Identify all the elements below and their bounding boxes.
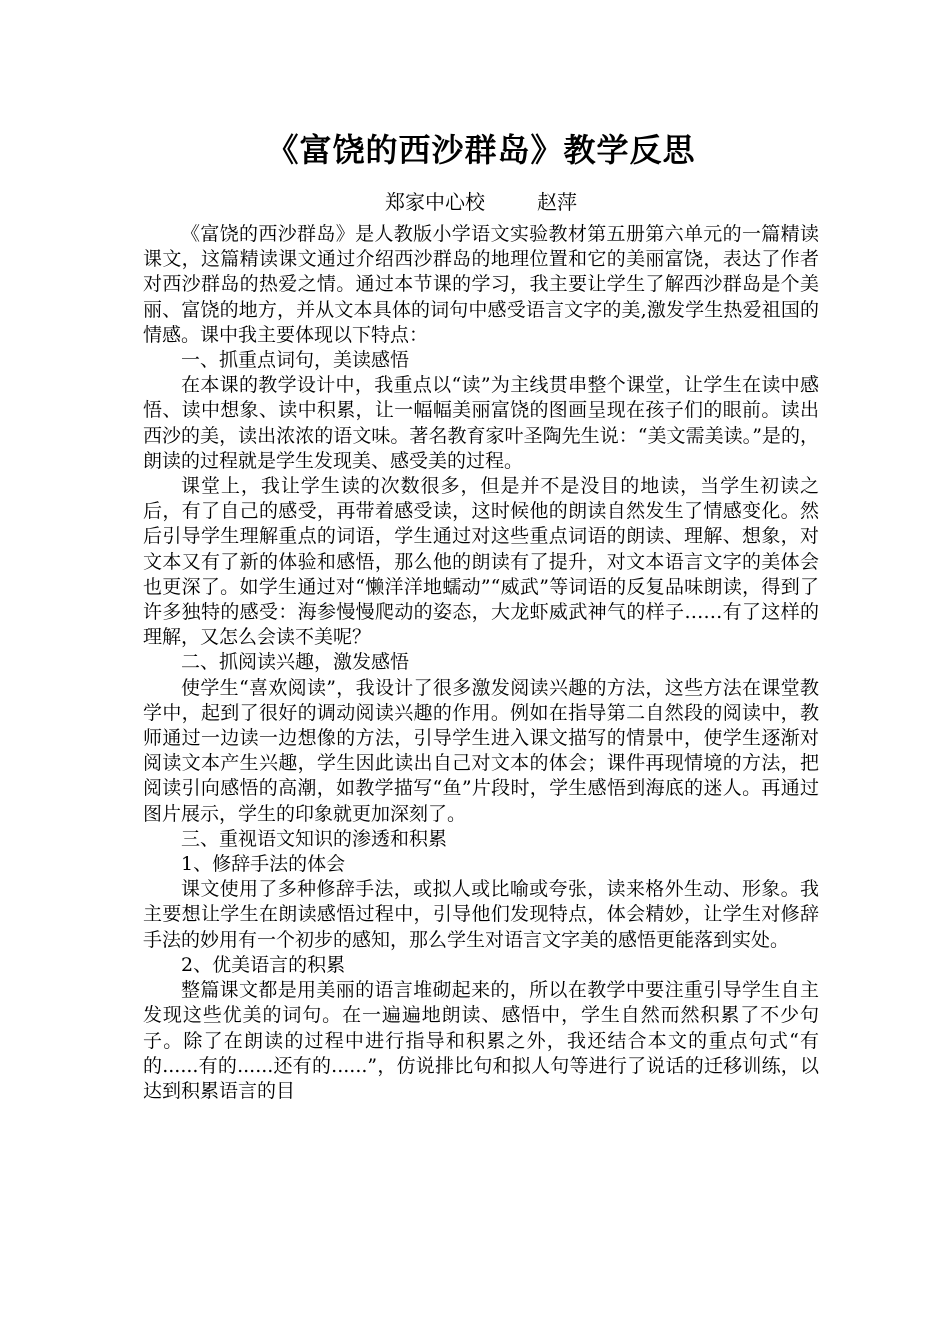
- section-heading-1: 一、抓重点词句，美读感悟: [181, 349, 410, 372]
- subheading-1: 1、修辞手法的体会: [181, 853, 346, 876]
- document-body: [143, 222, 819, 1104]
- document-title: 《富饶的西沙群岛》教学反思: [266, 131, 696, 169]
- document-page: [143, 126, 819, 1104]
- subheading-2: 2、优美语言的积累: [181, 953, 346, 976]
- paragraph: 课文使用了多种修辞手法，或拟人或比喻或夸张，读来格外生动、形象。我主要想让学生在朗读感悟过程中，引导他们发现特点，体会精妙，让学生对修辞手法的妙用有一个初步的感知，那么学生对语言文字美的感悟更能落到实处。: [143, 878, 819, 951]
- school-name: 郑家中心校: [385, 190, 485, 214]
- section-heading-3: 三、重视语文知识的渗透和积累: [181, 827, 448, 850]
- paragraph: 使学生“喜欢阅读”，我设计了很多激发阅读兴趣的方法，这些方法在课堂教学中，起到了很好的调动阅读兴趣的作用。例如在指导第二自然段的阅读中，教师通过一边读一边想像的方法，引导学生进入课文描写的情景中，使学生逐渐对阅读文本产生兴趣，学生因此读出自己对文本的体会；课件再现情境的方法，把阅读引向感悟的高潮，如教学描写“鱼”片段时，学生感悟到海底的迷人。再通过图片展示，学生的印象就更加深刻了。: [143, 676, 819, 825]
- byline: [143, 188, 819, 216]
- paragraph: 课堂上，我让学生读的次数很多，但是并不是没目的地读，当学生初读之后，有了自己的感受，再带着感受读，这时候他的朗读自然发生了情感变化。然后引导学生理解重点的词语，学生通过对这些重点词语的朗读、理解、想象，对文本又有了新的体验和感悟，那么他的朗读有了提升，对文本语言文字的美体会也更深了。如学生通过对“懒洋洋地蠕动”“威武”等词语的反复品味朗读，得到了许多独特的感受：海参慢慢爬动的姿态，大龙虾威武神气的样子……有了这样的理解，又怎么会读不美呢？: [143, 475, 819, 649]
- section-heading-2: 二、抓阅读兴趣，激发感悟: [181, 651, 410, 674]
- paragraph: 在本课的教学设计中，我重点以“读”为主线贯串整个课堂，让学生在读中感悟、读中想象、读中积累，让一幅幅美丽富饶的图画呈现在孩子们的眼前。读出西沙的美，读出浓浓的语文味。著名教育家叶圣陶先生说：“美文需美读。”是的，朗读的过程就是学生发现美、感受美的过程。: [143, 374, 819, 472]
- author-name: 赵萍: [537, 190, 577, 214]
- paragraph: 整篇课文都是用美丽的语言堆砌起来的，所以在教学中要注重引导学生自主发现这些优美的词句。在一遍遍地朗读、感悟中，学生自然而然积累了不少句子。除了在朗读的过程中进行指导和积累之外，我还结合本文的重点句式“有的......有的......还有的......”，仿说排比句和拟人句等进行了说话的迁移训练，以达到积累语言的目: [143, 979, 819, 1102]
- paragraph-intro: 《富饶的西沙群岛》是人教版小学语文实验教材第五册第六单元的一篇精读课文，这篇精读课文通过介绍西沙群岛的地理位置和它的美丽富饶，表达了作者对西沙群岛的热爱之情。通过本节课的学习，我主要让学生了解西沙群岛是个美丽、富饶的地方，并从文本具体的词句中感受语言文字的美,激发学生热爱祖国的情感。课中我主要体现以下特点：: [143, 223, 819, 346]
